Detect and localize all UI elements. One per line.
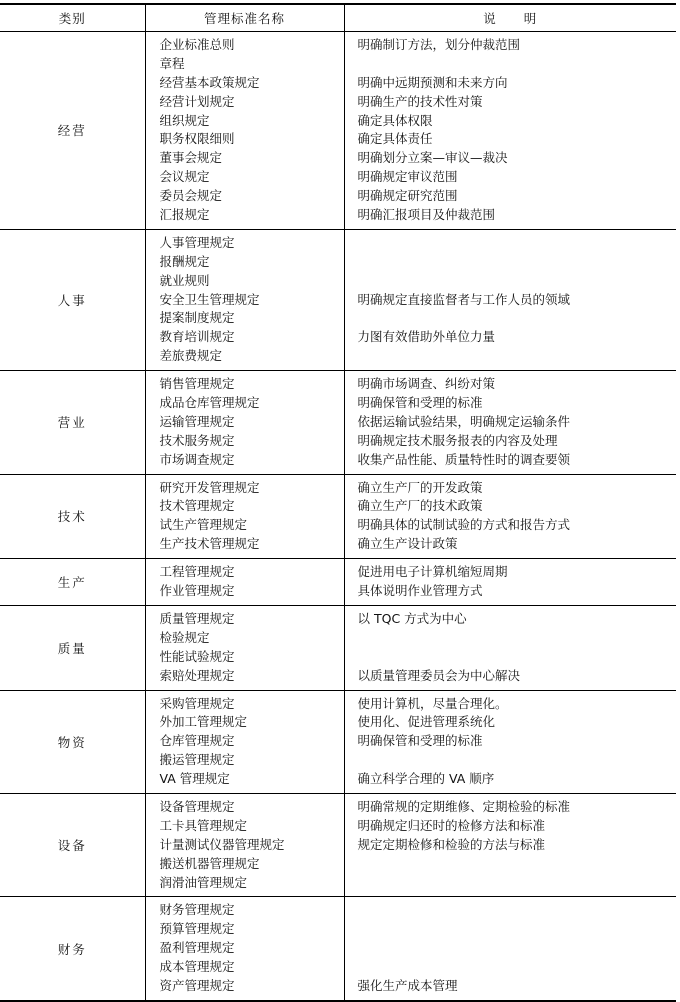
standard-name: 董事会规定 xyxy=(159,150,223,166)
standard-name: 技术管理规定 xyxy=(159,498,235,514)
notes-cell xyxy=(344,690,676,793)
table-row xyxy=(0,559,676,606)
standard-name: 质量管理规定 xyxy=(159,610,235,626)
table-body xyxy=(0,32,676,1001)
standard-name: 工卡具管理规定 xyxy=(159,817,248,833)
standard-name: 会议规定 xyxy=(159,169,210,185)
standard-note: 明确常规的定期维修、定期检验的标准 xyxy=(357,798,571,814)
standard-name: 安全卫生管理规定 xyxy=(159,291,260,307)
standard-name: 采购管理规定 xyxy=(159,695,235,711)
category-cell: 经营 xyxy=(0,32,145,230)
standard-note: 确立科学合理的 VA 顺序 xyxy=(357,771,495,787)
category-cell: 技术 xyxy=(0,474,145,559)
standard-names-cell xyxy=(145,474,344,559)
standard-name: VA 管理规定 xyxy=(159,771,230,787)
standard-names-cell xyxy=(145,229,344,370)
standard-name: 外加工管理规定 xyxy=(159,714,248,730)
standard-name: 预算管理规定 xyxy=(159,921,235,937)
standard-note: 确立生产厂的开发政策 xyxy=(357,479,483,495)
standard-names-cell xyxy=(145,793,344,896)
standard-note: 明确规定技术服务报表的内容及处理 xyxy=(357,432,558,448)
standard-names-cell xyxy=(145,605,344,690)
standard-note: 明确规定研究范围 xyxy=(357,188,458,204)
standard-note: 明确制订方法，划分仲裁范围 xyxy=(357,37,521,52)
standard-note xyxy=(345,309,677,328)
table-row xyxy=(0,605,676,690)
standard-note: 明确生产的技术性对策 xyxy=(357,93,483,109)
table-row xyxy=(0,793,676,896)
category-cell: 物资 xyxy=(0,690,145,793)
header-name: 管理标准名称 xyxy=(145,4,344,32)
standard-note: 以质量管理委员会为中心解决 xyxy=(357,667,521,683)
table-row xyxy=(0,32,676,230)
notes-cell xyxy=(344,793,676,896)
standard-note xyxy=(345,648,677,667)
standard-name: 搬运管理规定 xyxy=(159,752,235,768)
standard-name: 财务管理规定 xyxy=(159,902,235,918)
standard-names-cell xyxy=(145,690,344,793)
table-row xyxy=(0,229,676,370)
standard-name: 试生产管理规定 xyxy=(159,517,248,533)
standard-note xyxy=(345,939,677,958)
category-cell: 设备 xyxy=(0,793,145,896)
standard-note: 依据运输试验结果，明确规定运输条件 xyxy=(357,413,571,429)
header-category: 类别 xyxy=(0,4,145,32)
notes-cell xyxy=(344,605,676,690)
standard-names-cell xyxy=(145,559,344,606)
standard-name: 汇报规定 xyxy=(159,207,210,223)
standard-name: 销售管理规定 xyxy=(159,376,235,392)
header-row xyxy=(0,4,676,32)
standard-note: 促进用电子计算机缩短周期 xyxy=(357,564,508,580)
standard-names-cell xyxy=(145,371,344,474)
standard-note: 明确汇报项目及仲裁范围 xyxy=(357,207,496,223)
standard-note xyxy=(345,272,677,291)
standard-note: 具体说明作业管理方式 xyxy=(357,583,483,599)
standard-note xyxy=(345,234,677,253)
header-note: 说 明 xyxy=(344,4,676,32)
table-row xyxy=(0,371,676,474)
standard-name: 报酬规定 xyxy=(159,253,210,269)
standard-name: 研究开发管理规定 xyxy=(159,479,260,495)
standard-note: 使用化、促进管理系统化 xyxy=(357,714,496,730)
standard-note: 力图有效借助外单位力量 xyxy=(357,329,496,345)
notes-cell xyxy=(344,897,676,1001)
standard-name: 企业标准总则 xyxy=(159,37,235,52)
standard-name: 经营计划规定 xyxy=(159,93,235,109)
standard-names-cell xyxy=(145,897,344,1001)
standard-name: 仓库管理规定 xyxy=(159,733,235,749)
standard-note xyxy=(345,55,677,74)
standard-note: 使用计算机，尽量合理化。 xyxy=(357,695,508,711)
standard-name: 作业管理规定 xyxy=(159,583,235,599)
standard-note xyxy=(345,958,677,977)
category-cell: 营业 xyxy=(0,371,145,474)
notes-cell xyxy=(344,474,676,559)
standard-name: 盈利管理规定 xyxy=(159,940,235,956)
standard-note: 明确划分立案—审议—裁决 xyxy=(357,150,508,166)
standard-name: 就业规则 xyxy=(159,272,210,288)
standard-name: 资产管理规定 xyxy=(159,977,235,993)
standard-note: 收集产品性能、质量特性时的调查要领 xyxy=(357,451,571,467)
standard-note: 确立生产设计政策 xyxy=(357,536,458,552)
standard-note: 明确规定归还时的检修方法和标准 xyxy=(357,817,546,833)
standards-table xyxy=(0,3,676,1002)
standard-name: 职务权限细则 xyxy=(159,131,235,147)
notes-cell xyxy=(344,229,676,370)
standard-name: 性能试验规定 xyxy=(159,648,235,664)
standard-name: 检验规定 xyxy=(159,629,210,645)
standard-name: 章程 xyxy=(159,55,185,71)
standard-name: 搬送机器管理规定 xyxy=(159,855,260,871)
standard-name: 委员会规定 xyxy=(159,188,223,204)
standard-note xyxy=(345,347,677,366)
table-row xyxy=(0,474,676,559)
standard-note xyxy=(345,874,677,893)
standard-name: 经营基本政策规定 xyxy=(159,74,260,90)
standard-name: 组织规定 xyxy=(159,112,210,128)
standard-name: 润滑油管理规定 xyxy=(159,874,248,890)
category-cell: 质量 xyxy=(0,605,145,690)
standard-note xyxy=(345,855,677,874)
standard-name: 运输管理规定 xyxy=(159,413,235,429)
standard-note: 确定具体责任 xyxy=(357,131,433,147)
standard-name: 索赔处理规定 xyxy=(159,667,235,683)
table-row xyxy=(0,690,676,793)
standard-name: 市场调查规定 xyxy=(159,451,235,467)
standard-note: 明确市场调查、纠纷对策 xyxy=(357,376,496,392)
category-cell: 生产 xyxy=(0,559,145,606)
standard-name: 工程管理规定 xyxy=(159,564,235,580)
standard-note: 确定具体权限 xyxy=(357,112,433,128)
notes-cell xyxy=(344,32,676,230)
table-row xyxy=(0,897,676,1001)
standard-name: 技术服务规定 xyxy=(159,432,235,448)
notes-cell xyxy=(344,559,676,606)
standard-note: 明确中远期预测和未来方向 xyxy=(357,74,508,90)
standard-note: 确立生产厂的技术政策 xyxy=(357,498,483,514)
standard-name: 设备管理规定 xyxy=(159,798,235,814)
standard-note: 明确保管和受理的标准 xyxy=(357,733,483,749)
standard-name: 计量测试仪器管理规定 xyxy=(159,836,285,852)
standard-note xyxy=(345,629,677,648)
standard-name: 差旅费规定 xyxy=(159,348,223,364)
standard-note xyxy=(345,901,677,920)
standard-note: 规定定期检修和检验的方法与标准 xyxy=(357,836,546,852)
standard-note: 明确规定审议范围 xyxy=(357,169,458,185)
standard-name: 成品仓库管理规定 xyxy=(159,395,260,411)
standard-note: 明确保管和受理的标准 xyxy=(357,395,483,411)
standard-name: 人事管理规定 xyxy=(159,234,235,250)
category-cell: 人事 xyxy=(0,229,145,370)
standard-name: 教育培训规定 xyxy=(159,329,235,345)
category-cell: 财务 xyxy=(0,897,145,1001)
standard-note: 明确具体的试制试验的方式和报告方式 xyxy=(357,517,571,533)
standard-note: 强化生产成本管理 xyxy=(357,977,458,993)
standard-note xyxy=(345,920,677,939)
standard-note: 以 TQC 方式为中心 xyxy=(357,610,467,626)
standard-note xyxy=(345,253,677,272)
notes-cell xyxy=(344,371,676,474)
standard-name: 生产技术管理规定 xyxy=(159,536,260,552)
standard-names-cell xyxy=(145,32,344,230)
standard-note xyxy=(345,751,677,770)
standard-name: 提案制度规定 xyxy=(159,310,235,326)
standard-name: 成本管理规定 xyxy=(159,959,235,975)
standard-note: 明确规定直接监督者与工作人员的领域 xyxy=(357,291,571,307)
